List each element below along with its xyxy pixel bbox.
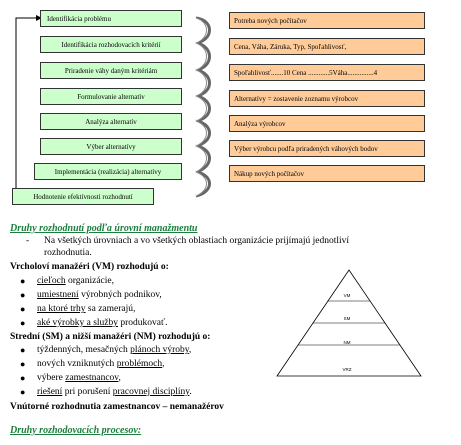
bullet-icon: ● [20, 373, 26, 383]
sm-item-text [37, 345, 191, 356]
sm-item-part: nových vzniknutých [37, 359, 117, 369]
non-manager-line: Vnútorné rozhodnutia zamestnancov – nemanažérov [10, 402, 224, 412]
step-label: Identifikácia rozhodovacích kritérií [61, 40, 161, 49]
vm-item-rest: sa zamerajú, [85, 304, 136, 314]
vm-item-key: cieľoch [37, 276, 66, 286]
dash-line-2: rozhodnutia. [44, 248, 92, 258]
example-choice [229, 140, 425, 157]
bullet-icon: ● [20, 387, 26, 397]
sm-item [20, 359, 25, 371]
sm-item-key: plánoch výroby [130, 345, 189, 355]
vm-title: Vrcholoví manažéri (VM) rozhodujú o: [10, 262, 169, 272]
example-analysis [229, 115, 425, 132]
example-label: Spoľahlivosť.......10 Cena ............5Váha...............4 [234, 68, 378, 77]
vm-item [20, 318, 25, 330]
vm-item-text [37, 318, 167, 329]
step-identify-problem [40, 10, 182, 27]
vm-item-rest: organizácie, [65, 276, 115, 286]
example-label: Nákup nových počítačov [234, 169, 304, 178]
sm-item-text [37, 359, 164, 370]
step-label: Implementácia (realizácia) alternatívy [54, 167, 162, 176]
vm-item [20, 276, 25, 288]
sm-item-part: týždenných, mesačných [37, 345, 131, 355]
step-evaluation [12, 188, 154, 205]
heading-decision-types-by-level: Druhy rozhodnutí podľa úrovní manažmentu [10, 223, 198, 234]
step-analyze-alternatives [40, 113, 182, 130]
step-identify-criteria [40, 36, 182, 53]
example-label: Alternatívy = zostavenie zoznamu výrobcov [234, 94, 359, 103]
pyramid-level-vm: VM [343, 293, 351, 298]
example-purchase [229, 165, 425, 182]
pyramid-level-nm: NM [343, 340, 351, 345]
heading-decision-processes: Druhy rozhodovacích procesov: [10, 425, 142, 436]
sm-item-text [37, 373, 121, 384]
vm-item-text [37, 304, 135, 315]
example-label: Výber výrobcu podľa priradených váhových bodov [234, 144, 378, 153]
example-label: Potreba nových počítačov [234, 16, 307, 25]
step-implementation [34, 163, 182, 180]
dash-marker: - [26, 236, 30, 246]
step-label: Výber alternatívy [86, 142, 136, 151]
sm-item-part: . [189, 387, 192, 397]
sm-item-key: zamestnancov [65, 373, 119, 383]
vm-item [20, 304, 25, 316]
pyramid-level-vrz: VRZ [342, 367, 352, 372]
step-label: Analýza alternatív [85, 117, 137, 126]
vm-item-rest: výrobných podnikov, [78, 290, 162, 300]
vm-item-key: aké výrobky a služby [37, 318, 118, 328]
management-pyramid [275, 268, 425, 380]
step-formulate-alternatives [40, 88, 182, 105]
sm-title: Strední (SM) a nižší manažéri (NM) rozhodujú o: [10, 332, 211, 342]
step-label: Priradenie váhy daným kritériám [64, 66, 158, 75]
sm-item-part: , [118, 373, 121, 383]
connector-lines [0, 0, 461, 215]
step-label: Formulovanie alternatív [77, 92, 145, 101]
sm-item-key: pracovnej disciplíny [112, 387, 190, 397]
step-label: Hodnotenie efektívnosti rozhodnutí [33, 192, 133, 201]
step-label: Identifikácia problému [47, 14, 111, 23]
example-label: Analýza výrobcov [234, 119, 286, 128]
sm-item-key: riešení [37, 387, 63, 397]
bullet-icon: ● [20, 359, 26, 369]
vm-item-rest: produkovať. [118, 318, 168, 328]
bullet-icon: ● [20, 290, 26, 300]
vm-item-text [37, 290, 162, 301]
sm-item-part: , [188, 345, 192, 355]
vm-item-key: umiestnení [37, 290, 79, 300]
bullet-icon: ● [20, 318, 26, 328]
sm-item-part: , [162, 359, 165, 369]
sm-item [20, 373, 25, 385]
vm-item-text [37, 276, 114, 287]
pyramid-level-sm: SM [343, 316, 351, 321]
example-need [229, 12, 425, 29]
example-weights [229, 64, 425, 81]
bullet-icon: ● [20, 276, 26, 286]
example-criteria [229, 38, 425, 55]
example-alternatives [229, 90, 425, 107]
sm-item [20, 387, 25, 399]
bullet-icon: ● [20, 345, 26, 355]
step-choose-alternative [40, 138, 182, 155]
vm-item [20, 290, 25, 302]
sm-item-part: pri porušení [62, 387, 113, 397]
example-label: Cena, Váha, Záruka, Typ, Spoľahlivosť, [234, 42, 347, 51]
sm-item-part: výbere [37, 373, 66, 383]
step-weight-criteria [40, 62, 182, 79]
sm-item [20, 345, 25, 357]
bullet-icon: ● [20, 304, 26, 314]
sm-item-key: problémoch [116, 359, 163, 369]
dash-line-1: Na všetkých úrovniach a vo všetkých oblastiach organizácie prijímajú jednotliví [44, 236, 350, 246]
sm-item-text [37, 387, 192, 398]
vm-item-key: na ktoré trhy [37, 304, 86, 314]
